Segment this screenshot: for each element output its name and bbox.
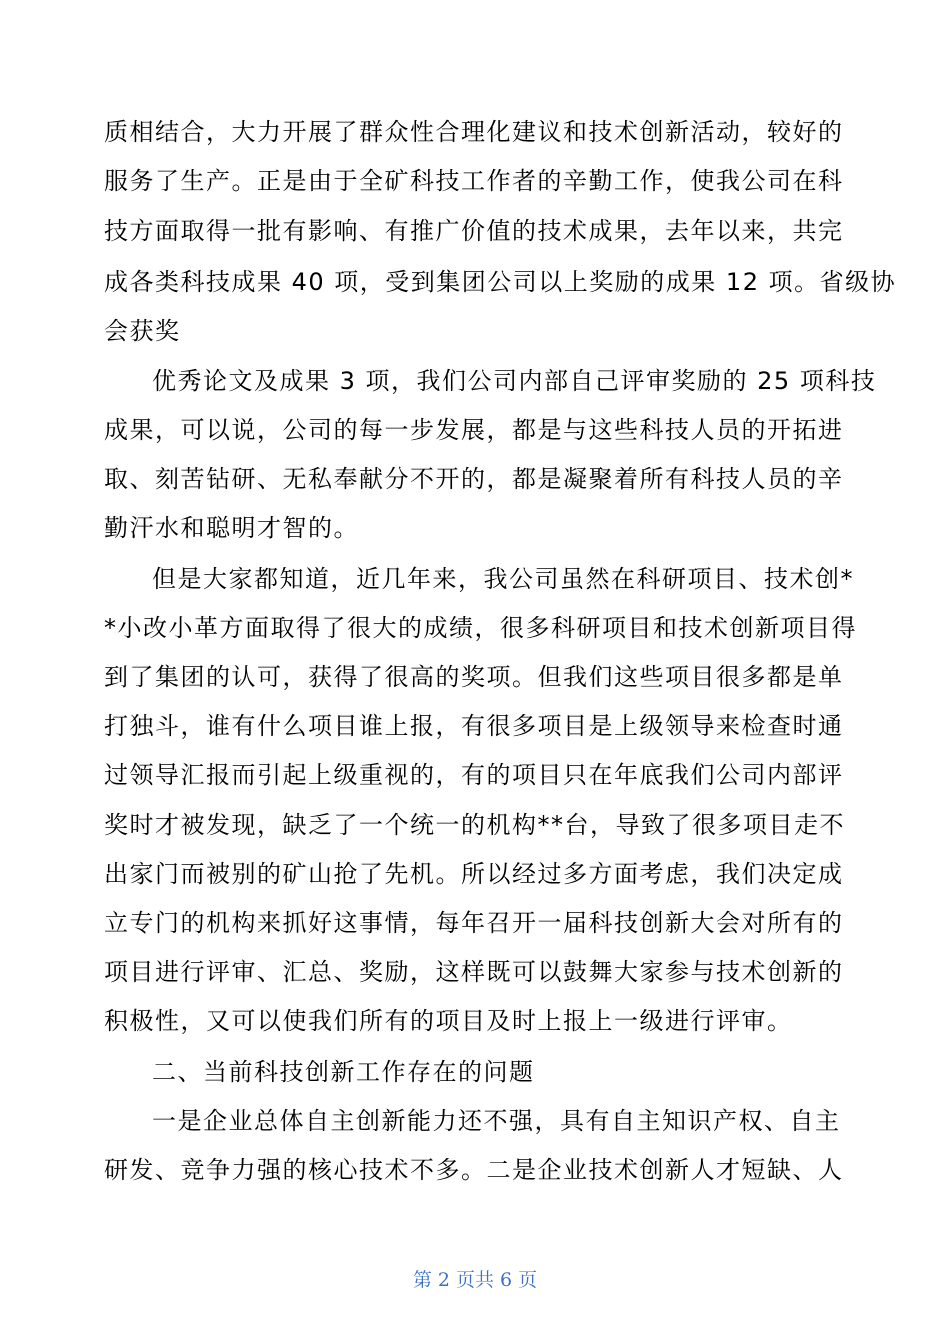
text-line: 会获奖 [104,317,181,345]
text-line: 项目进行评审、汇总、奖励，这样既可以鼓舞大家参与技术创新的 [104,958,844,986]
page-number-footer: 第 2 页共 6 页 [412,1269,538,1291]
text-line: 研发、竞争力强的核心技术不多。二是企业技术创新人才短缺、人 [104,1156,844,1184]
text-line: 勤汗水和聪明才智的。 [104,514,359,542]
text-line: 成各类科技成果 40 项，受到集团公司以上奖励的成果 12 项。省级协 [104,268,897,296]
text-line: 过领导汇报而引起上级重视的，有的项目只在年底我们公司内部评 [104,761,844,789]
text-line: 质相结合，大力开展了群众性合理化建议和技术创新活动，较好的 [104,118,844,146]
text-line: *小改小革方面取得了很大的成绩，很多科研项目和技术创新项目得 [104,614,857,642]
text-line: 到了集团的认可，获得了很高的奖项。但我们这些项目很多都是单 [104,663,844,691]
text-line: 出家门而被别的矿山抢了先机。所以经过多方面考虑，我们决定成 [104,860,844,888]
text-line: 打独斗，谁有什么项目谁上报，有很多项目是上级领导来检查时通 [104,712,844,740]
text-line: 积极性，又可以使我们所有的项目及时上报上一级进行评审。 [104,1007,793,1035]
paragraph-first-line: 优秀论文及成果 3 项，我们公司内部自己评审奖励的 25 项科技 [152,367,877,395]
text-line: 奖时才被发现，缺乏了一个统一的机构**台，导致了很多项目走不 [104,811,845,839]
paragraph-first-line: 但是大家都知道，近几年来，我公司虽然在科研项目、技术创* [152,565,854,593]
text-line: 成果，可以说，公司的每一步发展，都是与这些科技人员的开拓进 [104,416,844,444]
text-line: 技方面取得一批有影响、有推广价值的技术成果，去年以来，共完 [104,217,844,245]
paragraph-first-line: 一是企业总体自主创新能力还不强，具有自主知识产权、自主 [152,1107,841,1135]
section-heading: 二、当前科技创新工作存在的问题 [152,1058,535,1086]
text-line: 服务了生产。正是由于全矿科技工作者的辛勤工作，使我公司在科 [104,167,844,195]
text-line: 取、刻苦钻研、无私奉献分不开的，都是凝聚着所有科技人员的辛 [104,465,844,493]
text-line: 立专门的机构来抓好这事情，每年召开一届科技创新大会对所有的 [104,909,844,937]
